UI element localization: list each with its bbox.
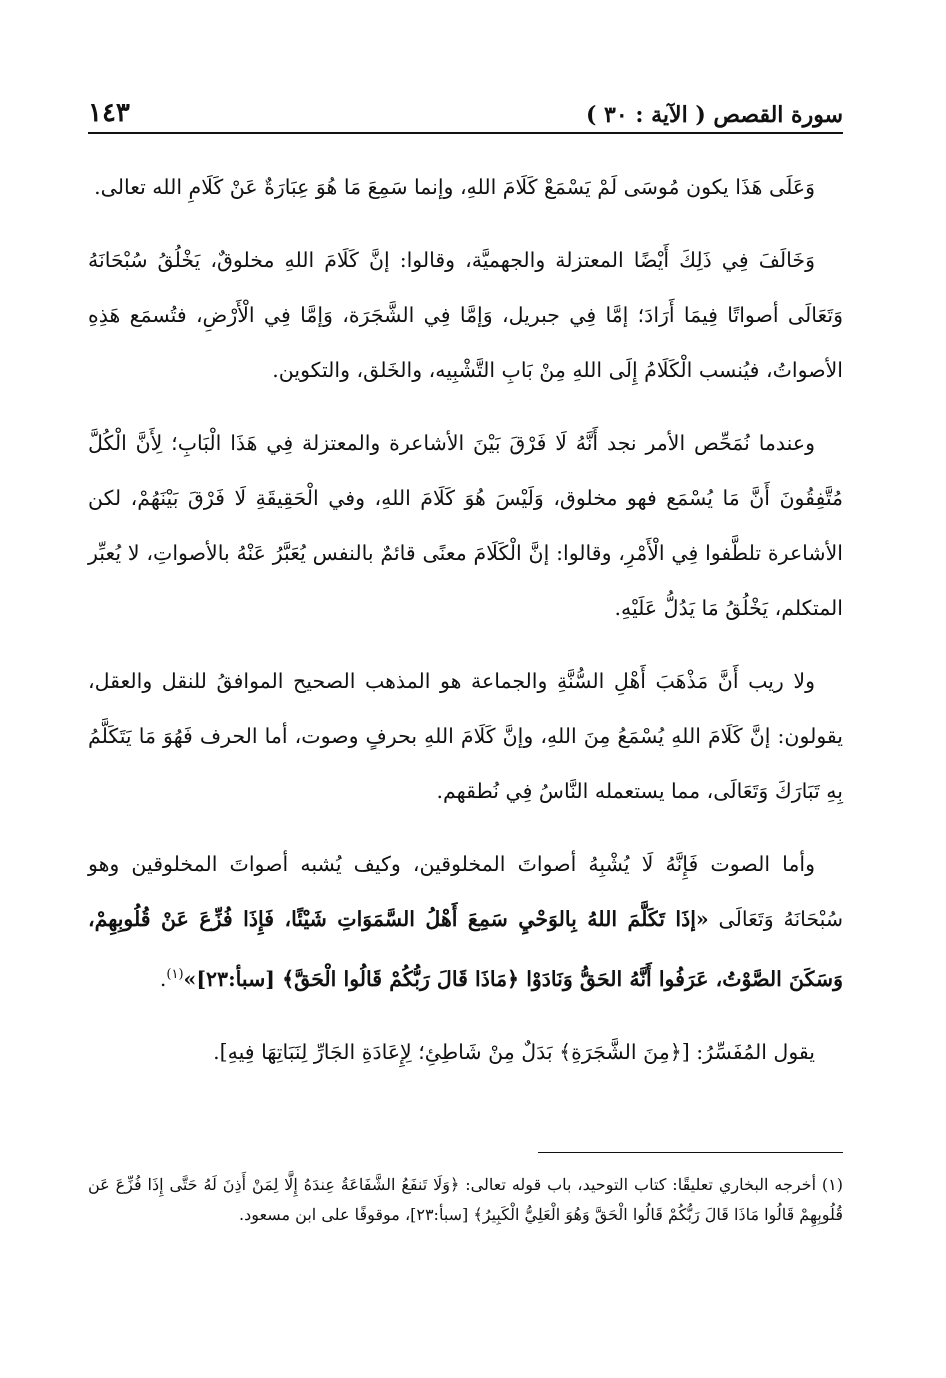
footnote-marker[interactable]: (١) (166, 967, 184, 982)
paragraph-text: وَخَالَفَ فِي ذَلِكَ أَيْضًا المعتزلة والجهميَّة، وقالوا: إنَّ كَلَامَ اللهِ مخلوقٌ، يَخْلُقُ سُبْحَانَهُ وَتَعَالَى أصواتًا فِيمَا أَرَادَ؛ إمَّا فِي جبريل، وَإمَّا فِي الشَّجَرَة، وَإمَّا فِي الْأَرْضِ، فتُسمَع هَذِهِ الأصواتُ، فيُنسب الْكَلَامُ إِلَى اللهِ مِنْ بَابِ التَّشْبِيه، والخَلق، والتكوين. (88, 248, 843, 382)
paragraph-text: وعندما نُمَحِّص الأمر نجد أَنَّهُ لَا فَرْقَ بَيْنَ الأشاعرة والمعتزلة فِي هَذَا الْبَابِ؛ لِأَنَّ الْكُلَّ مُتَّفِقُونَ أَنَّ مَا يُسْمَع فهو مخلوق، وَلَيْسَ هُوَ كَلَامَ اللهِ، وفي الْحَقِيقَةِ لَا فَرْقَ بَيْنَهُمْ، لكن الأشاعرة تلطَّفوا فِي الْأَمْرِ، وقالوا: إنَّ الْكَلَامَ معنًى قائمٌ بالنفس يُعَبَّرُ عَنْهُ بالأصواتِ، لا يُعبِّر المتكلم، يَخْلُقُ مَا يَدُلُّ عَلَيْهِ. (88, 431, 843, 620)
paragraph-text-end: . (159, 966, 167, 991)
paragraph-text: ولا ريب أَنَّ مَذْهَبَ أَهْلِ السُّنَّةِ والجماعة هو المذهب الصحيح الموافقُ للنقل والعقل، يقولون: إنَّ كَلَامَ اللهِ يُسْمَعُ مِنَ اللهِ، وإنَّ كَلَامَ اللهِ بحرفٍ وصوت، أما الحرف فَهُوَ مَا يَتَكَلَّمُ بِهِ تَبَارَكَ وَتَعَالَى، مما يستعمله النَّاسُ فِي نُطقهم. (88, 669, 843, 803)
paragraph-musa-not-heard (88, 160, 843, 215)
paragraph-mutazila-jahmiyya (88, 233, 843, 398)
paragraph-voice-hadith (88, 837, 843, 1007)
paragraph-text: وَعَلَى هَذَا يكون مُوسَى لَمْ يَسْمَعْ كَلَامَ اللهِ، وإنما سَمِعَ مَا هُوَ عِبَارَةٌ عَنْ كَلَامِ الله تعالى. (94, 175, 815, 199)
paragraph-mufassir (88, 1025, 843, 1080)
paragraph-ashaira-comparison (88, 416, 843, 636)
footnote: (١) أخرجه البخاري تعليقًا: كتاب التوحيد، باب قوله تعالى: ﴿وَلَا تَنفَعُ الشَّفَاعَةُ عِندَهُ إِلَّا لِمَنْ أَذِنَ لَهُ حَتَّى إِذَا فُزِّعَ عَن قُلُوبِهِمْ قَالُوا مَاذَا قَالَ رَبُّكُمْ قَالُوا الْحَقَّ وَهُوَ الْعَلِيُّ الْكَبِيرُ﴾ [سبأ:٢٣]، موقوفًا على ابن مسعود. (88, 1175, 843, 1224)
page-header (88, 92, 843, 128)
paragraph-text: يقول المُفَسِّرُ: [﴿مِنَ الشَّجَرَةِ﴾ بَدَلٌ مِنْ شَاطِئِ؛ لِإِعَادَةِ الجَارِّ لِنَبَاتِهَا فِيهِ]. (213, 1039, 815, 1064)
main-text (88, 160, 843, 1080)
paragraph-text: وأما الصوت فَإِنَّهُ لَا يُشْبِهُ أصواتَ المخلوقين، وكيف يُشبه أصواتَ المخلوقين وهو سُبْحَانَهُ وَتَعَالَى (88, 852, 843, 931)
footnote-divider (538, 1152, 843, 1153)
surah-title: سورة القصص ( الآية : ٣٠ ) (585, 102, 843, 128)
header-divider (88, 132, 843, 134)
paragraph-ahl-sunnah (88, 654, 843, 819)
page-number: ١٤٣ (88, 98, 130, 128)
hadith-quote: «إذَا تَكَلَّمَ اللهُ بِالوَحْيِ سَمِعَ أَهْلُ السَّمَوَاتِ شَيْئًا، فَإِذَا فُزِّعَ عَنْ قُلُوبِهِمْ، وَسَكَنَ الصَّوْتُ، عَرَفُوا أَنَّهُ الحَقُّ وَنَادَوْا ﴿مَاذَا قَالَ رَبُّكُمْ قَالُوا الْحَقَّ﴾ [سبأ:٢٣]» (88, 907, 843, 991)
